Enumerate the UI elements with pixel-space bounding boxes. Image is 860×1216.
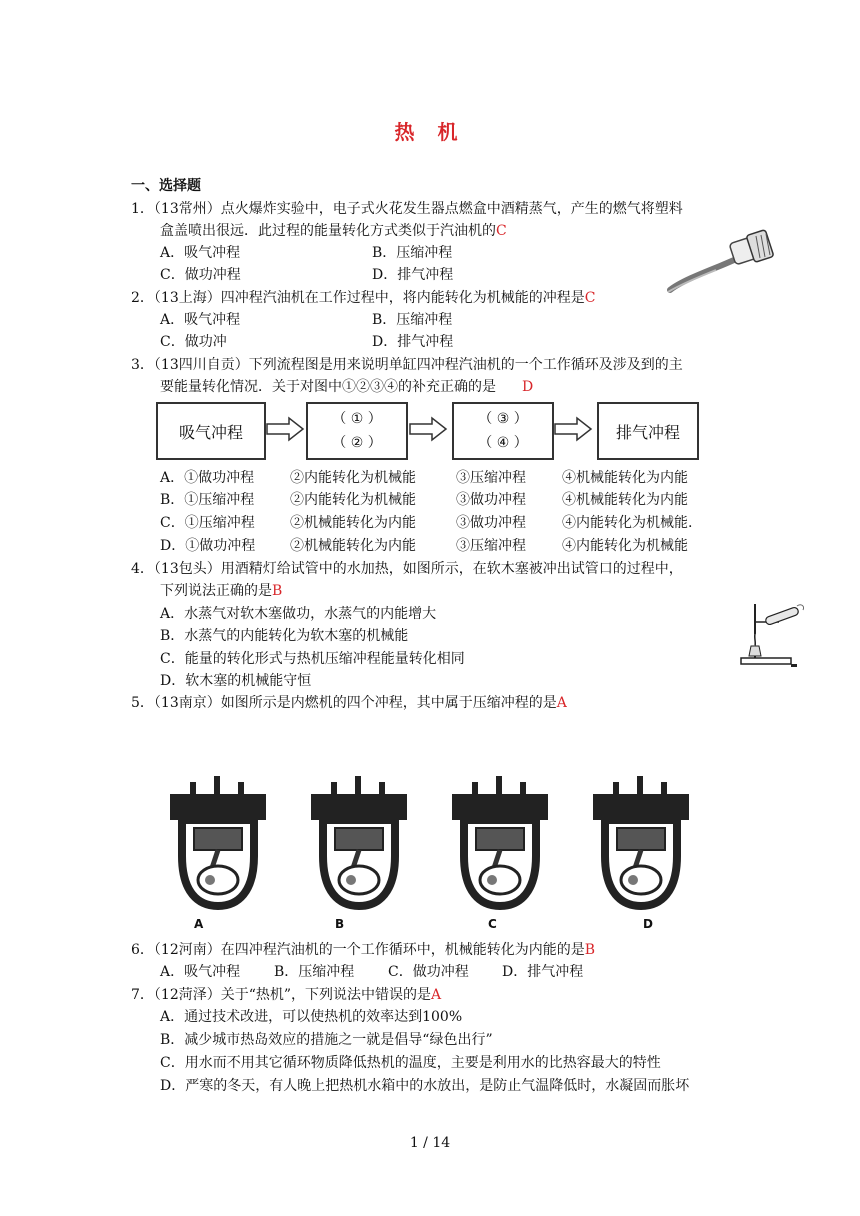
- q2-option-c: C．做功冲: [160, 334, 227, 350]
- flow-arrow-3: [553, 416, 593, 442]
- q7-answer: A: [431, 987, 442, 1003]
- q4-option-d: D．软木塞的机械能守恒: [160, 673, 312, 689]
- q4-line1: 4．（13包头）用酒精灯给试管中的水加热，如图所示，在软木塞被冲出试管口的过程中，: [131, 561, 683, 577]
- spark-experiment-image: [660, 226, 780, 298]
- section-heading: 一、选择题: [131, 178, 201, 194]
- engine-label-c: C: [488, 917, 497, 931]
- q3-line1: 3．（13四川自贡）下列流程图是用来说明单缸四冲程汽油机的一个工作循环及涉及到的主: [131, 357, 683, 373]
- q1-option-b: B．压缩冲程: [372, 245, 453, 261]
- q6-line1: 6．（12河南）在四冲程汽油机的一个工作循环中，机械能转化为内能的是B: [131, 942, 596, 958]
- q7-option-c: C．用水而不用其它循环物质降低热机的温度，主要是利用水的比热容最大的特性: [160, 1055, 661, 1071]
- q7-option-d: D．严寒的冬天，有人晚上把热机水箱中的水放出，是防止气温降低时，水凝固而胀坏: [160, 1078, 690, 1094]
- q2-option-a: A．吸气冲程: [160, 312, 241, 328]
- q6-option-a: A．吸气冲程: [160, 964, 241, 980]
- q3-c-4: ④内能转化为机械能.: [562, 515, 693, 531]
- engine-label-d: D: [643, 917, 653, 931]
- q1-option-a: A．吸气冲程: [160, 245, 241, 261]
- q1-option-c: C．做功冲程: [160, 267, 241, 283]
- q2-line1: 2．（13上海）四冲程汽油机在工作过程中，将内能转化为机械能的冲程是C: [131, 290, 596, 306]
- q3-b-3: ③做功冲程: [456, 492, 526, 508]
- q2-option-b: B．压缩冲程: [372, 312, 453, 328]
- flow-box-3: （ ③ ） （ ④ ）: [452, 402, 554, 460]
- test-tube-heating-image: [735, 600, 807, 670]
- q5-answer: A: [556, 695, 567, 711]
- q2-answer: C: [584, 290, 596, 306]
- q6-option-c: C．做功冲程: [388, 964, 469, 980]
- q3-b-1: B．①压缩冲程: [160, 492, 255, 508]
- q3-a-1: A．①做功冲程: [160, 470, 255, 486]
- q3-a-2: ②内能转化为机械能: [290, 470, 416, 486]
- engine-label-a: A: [194, 917, 204, 931]
- q5-line1: 5．（13南京）如图所示是内燃机的四个冲程，其中属于压缩冲程的是A: [131, 695, 567, 711]
- flow-box-intake: 吸气冲程: [156, 402, 266, 460]
- page-number: 1 / 14: [409, 1135, 451, 1151]
- q3-d-1: D．①做功冲程: [160, 538, 256, 554]
- q1-line1: 1．（13常州）点火爆炸实验中，电子式火花发生器点燃盒中酒精蒸气，产生的燃气将塑料: [131, 201, 683, 217]
- q2-option-d: D．排气冲程: [372, 334, 454, 350]
- q3-d-4: ④内能转化为机械能: [562, 538, 688, 554]
- q1-option-d: D．排气冲程: [372, 267, 454, 283]
- q3-a-3: ③压缩冲程: [456, 470, 526, 486]
- flow-box-2: （ ① ） （ ② ）: [306, 402, 408, 460]
- engine-strokes-image: [160, 772, 700, 934]
- q6-option-d: D．排气冲程: [502, 964, 584, 980]
- q3-c-2: ②机械能转化为内能: [290, 515, 416, 531]
- page-title: 热 机: [394, 120, 466, 144]
- q3-c-1: C．①压缩冲程: [160, 515, 255, 531]
- flow-arrow-2: [408, 416, 448, 442]
- flow-arrow-1: [265, 416, 305, 442]
- q4-option-b: B．水蒸气的内能转化为软木塞的机械能: [160, 628, 409, 644]
- q4-line2: 下列说法正确的是B: [160, 583, 283, 599]
- q3-b-2: ②内能转化为机械能: [290, 492, 416, 508]
- q3-d-2: ②机械能转化为内能: [290, 538, 416, 554]
- q6-answer: B: [584, 942, 596, 958]
- q4-option-a: A．水蒸气对软木塞做功，水蒸气的内能增大: [160, 606, 437, 622]
- q7-line1: 7．（12菏泽）关于“热机”，下列说法中错误的是A: [131, 987, 442, 1003]
- q3-a-4: ④机械能转化为内能: [562, 470, 688, 486]
- q7-option-b: B．减少城市热岛效应的措施之一就是倡导“绿色出行”: [160, 1032, 493, 1048]
- q3-line2: 要能量转化情况．关于对图中①②③④的补充正确的是 D: [160, 379, 534, 395]
- q1-answer: C: [496, 223, 507, 239]
- q4-option-c: C．能量的转化形式与热机压缩冲程能量转化相同: [160, 651, 465, 667]
- flow-box-exhaust: 排气冲程: [597, 402, 699, 460]
- q3-b-4: ④机械能转化为内能: [562, 492, 688, 508]
- q4-answer: B: [272, 583, 283, 599]
- q3-answer: D: [522, 379, 534, 395]
- q3-d-3: ③压缩冲程: [456, 538, 526, 554]
- q6-option-b: B．压缩冲程: [274, 964, 355, 980]
- q7-option-a: A．通过技术改进，可以使热机的效率达到100%: [160, 1009, 463, 1025]
- q3-c-3: ③做功冲程: [456, 515, 526, 531]
- q1-line2: 盒盖喷出很远．此过程的能量转化方式类似于汽油机的C: [160, 223, 507, 239]
- engine-label-b: B: [335, 917, 345, 931]
